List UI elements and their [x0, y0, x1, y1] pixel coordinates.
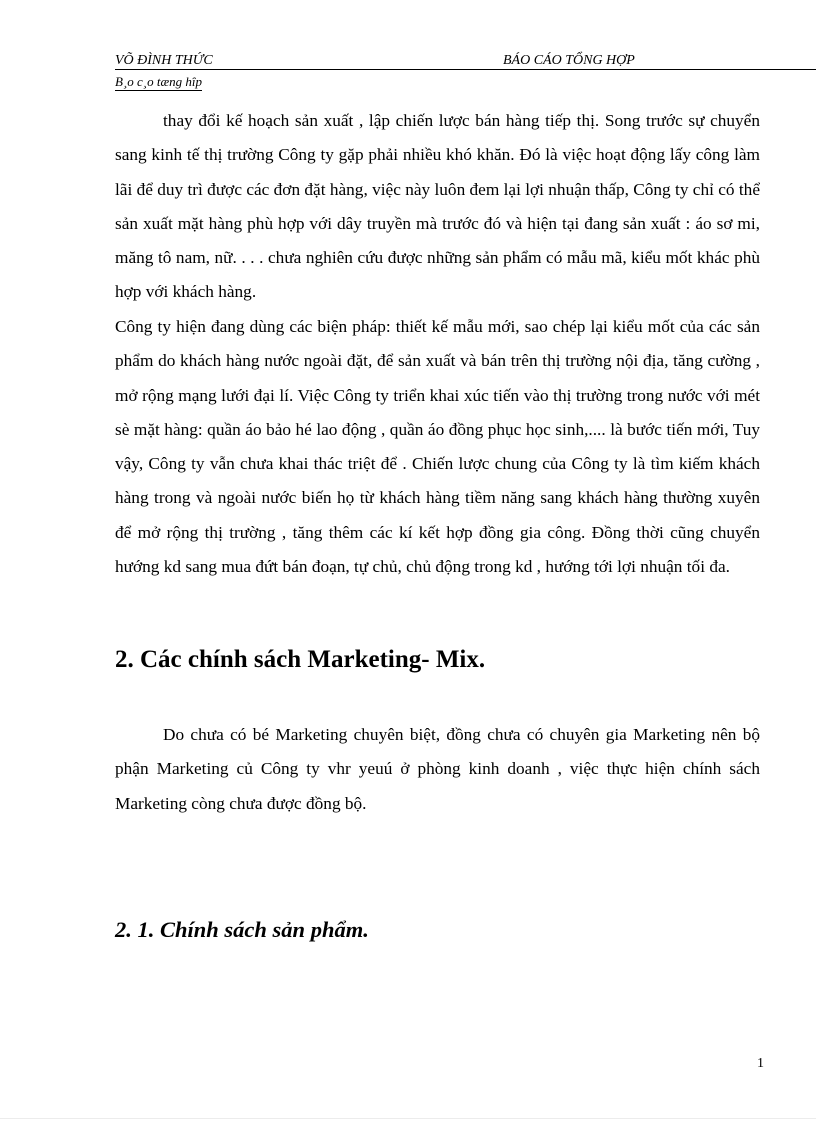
- section-heading: 2. Các chính sách Marketing- Mix.: [115, 646, 486, 673]
- paragraph-3: Do chưa có bé Marketing chuyên biệt, đồng chưa có chuyên gia Marketing nên bộ phận Marketing củ Công ty vhr yeuú ở phòng kinh doanh , việc thực hiện chính sách Marketing còng chưa được đồng bộ.: [115, 725, 760, 813]
- page-header: [115, 53, 816, 70]
- subsection-heading: 2. 1. Chính sách sản phẩm.: [115, 917, 369, 942]
- page-bottom-rule: [0, 1118, 816, 1119]
- paragraph-1: thay đổi kế hoạch sản xuất , lập chiến lược bán hàng tiếp thị. Song trước sự chuyển sang kinh tế thị trường Công ty gặp phải nhiều khó khăn. Đó là việc hoạt động lấy công làm lãi để duy trì được các đơn đặt hàng, việc này luôn đem lại lợi nhuận thấp, Công ty chỉ có thể sản xuất mặt hàng phù hợp với dây truyền mà trước đó và hiện tại đang sản xuất : áo sơ mi, măng tô nam, nữ. . . . chưa nghiên cứu được những sản phẩm có mẫu mã, kiểu mốt khác phù hợp với khách hàng.: [115, 111, 760, 302]
- header-subtitle: B¸o c¸o tæng hîp: [115, 74, 203, 89]
- header-report-title: BÁO CÁO TỔNG HỢP: [503, 53, 635, 68]
- header-author: VÕ ĐÌNH THỨC: [115, 53, 213, 68]
- paragraph-2: Công ty hiện đang dùng các biện pháp: thiết kế mẫu mới, sao chép lại kiểu mốt của các sản phẩm do khách hàng nước ngoài đặt, để sản xuất và bán trên thị trường nội địa, tăng cường , mở rộng mạng lưới đại lí. Việc Công ty triển khai xúc tiến vào thị trường trong nước với mét sè mặt hàng: quần áo bảo hé lao động , quần áo đồng phục học sinh,.... là bước tiến mới, Tuy vậy, Công ty vẫn chưa khai thác triệt để . Chiến lược chung của Công ty là tìm kiếm khách hàng trong và ngoài nước biến họ từ khách hàng tiềm năng sang khách hàng thường xuyên để mở rộng thị trường , tăng thêm các kí kết hợp đồng gia công. Đồng thời cũng chuyển hướng kd sang mua đứt bán đoạn, tự chủ, chủ động trong kd , hướng tới lợi nhuận tối đa.: [115, 317, 760, 577]
- page-number: 1: [757, 1056, 764, 1071]
